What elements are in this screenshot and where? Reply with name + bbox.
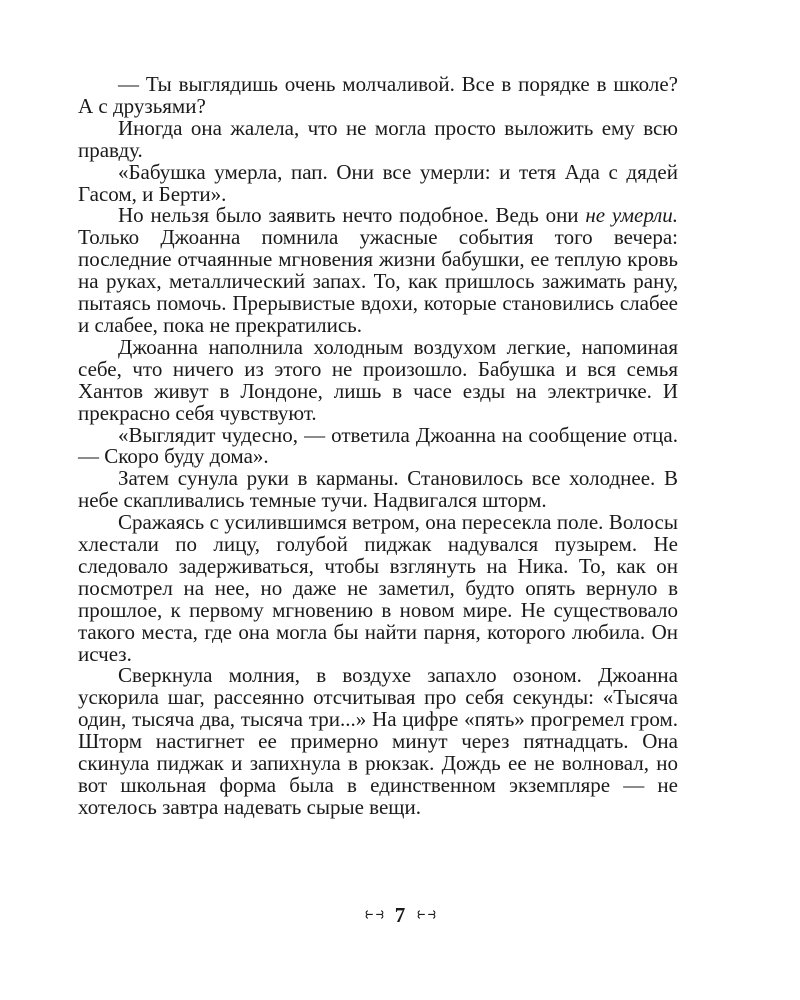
paragraph: Сражаясь с усилившимся ветром, она пересекла поле. Волосы хлестали по лицу, голубой пиджак надувался пузырем. Не следовало задерживаться, чтобы взглянуть на Ника. То, как он посмотрел на нее, но даже не заметил, будто опять вернуло в прошлое, к первому мгновению в новом мире. Не существовало такого места, где она могла бы найти парня, которого любила. Он исчез.: [78, 510, 678, 666]
paragraph: — Ты выглядишь очень молчаливой. Все в порядке в школе? А с друзьями?: [78, 72, 678, 118]
paragraph: Затем сунула руки в карманы. Становилось все холоднее. В небе скапливались темные тучи. Надвигался шторм.: [78, 466, 678, 513]
paragraph-text: Но нельзя было заявить нечто подобное. Ведь они: [118, 203, 586, 228]
italic-emphasis: не умерли.: [585, 203, 678, 228]
page-body: [78, 74, 678, 819]
paragraph: [78, 205, 678, 336]
paragraph-text: Только Джоанна помнила ужасные события того вечера: последние отчаянные мгновения жизни бабушки, ее теплую кровь на руках, металлический запах. То, как пришлось зажимать рану, пытаясь помочь. Прерывистые вдохи, которые становились слабее и слабее, пока не прекратились.: [78, 225, 678, 337]
page-footer: [0, 903, 800, 928]
paragraph: Джоанна наполнила холодным воздухом легкие, напоминая себе, что ничего из этого не произошло. Бабушка и вся семья Хантов живут в Лондоне, лишь в часе езды на электричке. И прекрасно себя чувствуют.: [78, 334, 678, 425]
ornament-right-icon: ⥼⥽: [415, 908, 437, 923]
paragraph: Сверкнула молния, в воздухе запахло озоном. Джоанна ускорила шаг, рассеянно отсчитывая про себя секунды: «Тысяча один, тысяча два, тысяча три...» На цифре «пять» прогремел гром. Шторм настигнет ее примерно минут через пятнадцать. Она скинула пиджак и запихнула в рюкзак. Дождь ее не волновал, но вот школьная форма была в единственном экземпляре — не хотелось завтра надевать сырые вещи.: [78, 663, 678, 819]
paragraph: «Выглядит чудесно, — ответила Джоанна на сообщение отца. — Скоро буду дома».: [78, 422, 678, 469]
paragraph: «Бабушка умерла, пап. Они все умерли: и тетя Ада с дядей Гасом, и Берти».: [78, 159, 678, 206]
page-number: 7: [394, 903, 406, 927]
ornament-left-icon: ⥼⥽: [363, 908, 385, 923]
paragraph: Иногда она жалела, что не могла просто выложить ему всю правду.: [78, 115, 678, 162]
